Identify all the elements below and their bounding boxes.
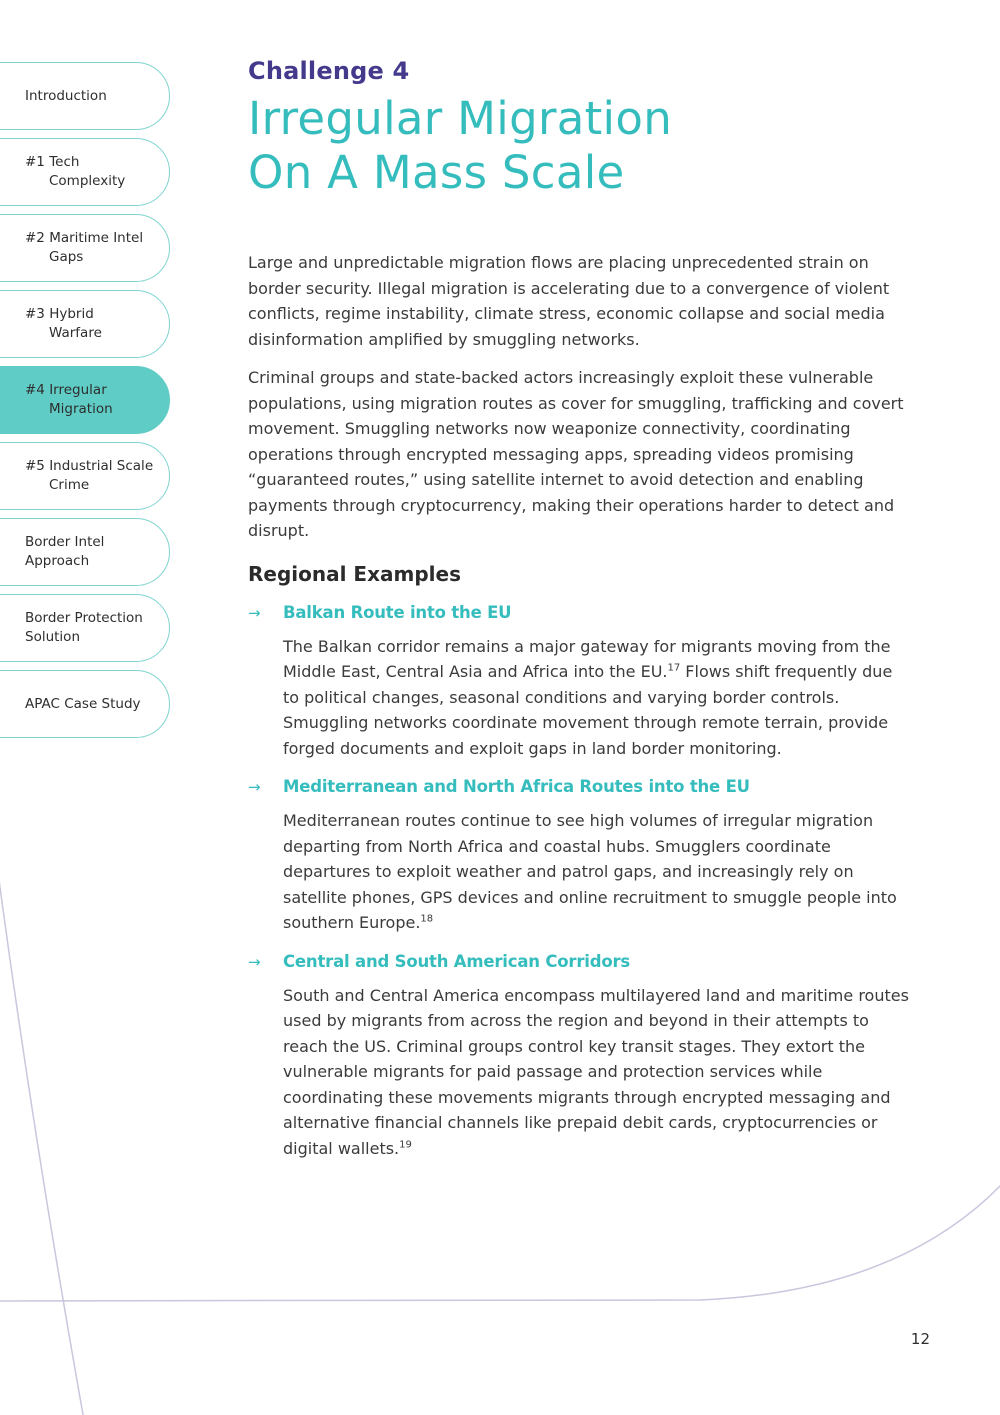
footnote-ref: 18: [420, 913, 434, 925]
sidebar-item-apac-case-study[interactable]: [0, 670, 170, 738]
sidebar-item-4-irregular-migration[interactable]: [0, 366, 170, 434]
footnote-ref: 19: [399, 1139, 412, 1151]
sidebar-item-label: #3 Hybrid: [25, 306, 94, 322]
regional-examples-heading: Regional Examples: [248, 561, 461, 586]
section-paragraph: [283, 634, 913, 762]
section-paragraph-text: Flows shift frequently due to political changes, seasonal conditions and varying border controls. Smuggling networks coordinate movement through remote terrain, provide forged documents and exploit gaps in land border monitoring.: [283, 662, 893, 758]
decorative-curve-horizontal: [0, 1184, 1000, 1301]
section-heading-row: [248, 951, 920, 973]
sidebar-item-label: Introduction: [25, 87, 107, 104]
decorative-curve-diagonal: [0, 880, 84, 1415]
sidebar-item-label: Solution: [25, 629, 80, 645]
page-number: 12: [910, 1330, 930, 1348]
section-heading: Balkan Route into the EU: [283, 602, 512, 622]
regional-section: [248, 602, 920, 762]
sidebar-item-label: #5 Industrial Scale: [25, 458, 154, 474]
section-heading-row: [248, 776, 920, 798]
section-paragraph: [283, 983, 913, 1162]
sidebar-item-label: #2 Maritime Intel: [25, 230, 144, 246]
sidebar: [0, 62, 175, 746]
arrow-icon: →: [248, 778, 261, 796]
page-title-line: Irregular Migration: [248, 92, 673, 145]
sidebar-item-label: Border Protection: [25, 610, 143, 626]
page-title: [248, 92, 920, 200]
section-heading: Central and South American Corridors: [283, 951, 631, 971]
sidebar-item-label: Warfare: [49, 325, 102, 341]
sidebar-item-1-tech-complexity[interactable]: [0, 138, 170, 206]
section-paragraph-text: South and Central America encompass multilayered land and maritime routes used by migrants from across the region and beyond in their attempts to reach the US. Criminal groups control key transit stages. They extort the vulnerable migrants for paid passage and protection services while coordinating these movements migrants through encrypted messaging and alternative financial channels like prepaid debit cards, cryptocurrencies or digital wallets.: [283, 985, 909, 1158]
sidebar-item-label: Approach: [25, 553, 90, 569]
page-title-line: On A Mass Scale: [248, 146, 625, 199]
sidebar-item-5-industrial-scale-crime[interactable]: [0, 442, 170, 510]
sidebar-item-label: Complexity: [49, 173, 126, 189]
sidebar-item-label: Crime: [49, 477, 90, 493]
sidebar-item-introduction[interactable]: [0, 62, 170, 130]
arrow-icon: →: [248, 603, 261, 622]
main-content: [248, 56, 920, 1161]
sidebar-item-2-maritime-intel-gaps[interactable]: [0, 214, 170, 282]
section-heading-row: [248, 602, 920, 624]
sidebar-item-label: #1 Tech: [25, 154, 80, 170]
intro-paragraph: Large and unpredictable migration flows are placing unprecedented strain on border security. Illegal migration is accelerating due to a convergence of violent conflicts, regime instability, climate stress, economic collapse and social media disinformation amplified by smuggling networks.: [248, 253, 890, 349]
sidebar-item-border-intel-approach[interactable]: [0, 518, 170, 586]
sidebar-item-label: APAC Case Study: [25, 695, 141, 712]
sidebar-item-border-protection-solution[interactable]: [0, 594, 170, 662]
sidebar-item-label: Migration: [49, 401, 113, 417]
arrow-icon: →: [248, 952, 261, 971]
footnote-ref: 17: [667, 662, 681, 674]
sidebar-item-3-hybrid-warfare[interactable]: [0, 290, 170, 358]
regional-section: [248, 951, 920, 1162]
intro-paragraph: Criminal groups and state-backed actors increasingly exploit these vulnerable populations, using migration routes as cover for smuggling, trafficking and covert movement. Smuggling networks now weaponize connectivity, coordinating operations through encrypted messaging apps, spreading videos promising “guaranteed routes,” using satellite internet to avoid detection and enabling payments through cryptocurrency, making their operations harder to detect and disrupt.: [248, 368, 904, 540]
section-heading: Mediterranean and North Africa Routes into the EU: [283, 777, 750, 796]
intro-paragraphs: [248, 250, 920, 544]
section-paragraph: [283, 808, 913, 936]
regional-sections: [248, 602, 920, 1162]
sidebar-item-label: Border Intel: [25, 534, 105, 550]
section-paragraph-text: Mediterranean routes continue to see high volumes of irregular migration departing from North Africa and coastal hubs. Smugglers coordinate departures to exploit weather and patrol gaps, and increasingly rely on satellite phones, GPS devices and online recruitment to smuggle people into southern Europe.: [283, 811, 897, 932]
challenge-kicker: Challenge 4: [248, 57, 410, 85]
sidebar-item-label: #4 Irregular: [25, 382, 107, 398]
regional-section: [248, 776, 920, 936]
sidebar-item-label: Gaps: [49, 249, 84, 265]
section-paragraph-text: The Balkan corridor remains a major gateway for migrants moving from the Middle East, Central Asia and Africa into the EU.: [283, 636, 891, 681]
